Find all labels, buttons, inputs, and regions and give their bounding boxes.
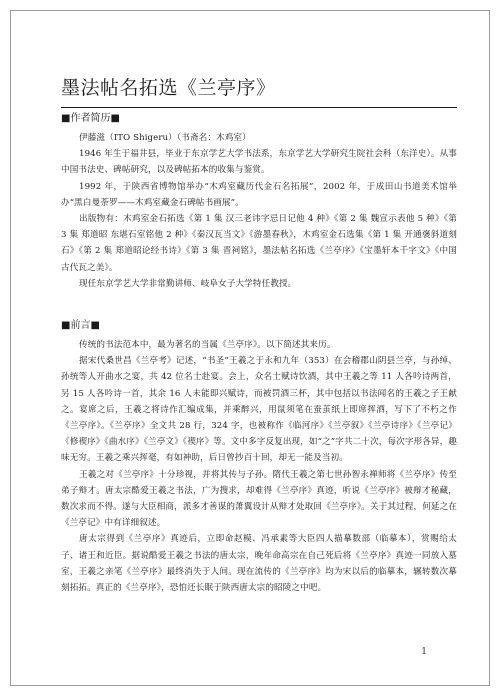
author-paragraph: 1992 年，于陕西省博物馆举办“木鸡室藏历代金石名拓展”，2002 年，于成田山书道美术馆举办“黑白曼荼罗——木鸡室藏金石碑帖书画展”。 (61, 181, 457, 208)
preface-paragraph: 据宋代桑世昌《兰亭考》记述，“书圣”王羲之于永和九年（353）在会稽郡山阴县兰亭，与孙绰、孙统等人开曲水之宴，共 42 位名士赴宴。会上，众名士赋诗饮酒，其中王羲之等 11 人各吟诗两首，另 15 人各吟诗一首，其余 16 人未能即兴赋诗，而被罚酒三杯，其中包括以书法闻名的王羲之子王献之。宴席之后，王羲之将诗作汇编成集，并乘醉兴，用鼠须笔在蚕茧纸上即席挥洒，写下了不朽之作《兰亭序》。《兰亭序》全文共 28 行，324 字，也被称作《临河序》《兰亭叙》《兰亭诗序》《兰亭记》《修禊序》《曲水序》《兰亭文》《禊序》等。文中多字反复出现，如“之”字共二十次，每次字形各异，趣味无穷。王羲之乘兴挥毫，有如神助，后日曾抄百十回，却无一能及当初。 (61, 356, 458, 464)
page-number: 1 (421, 647, 427, 657)
page-title: 墨法帖名拓选《兰亭序》 (61, 77, 276, 99)
preface-section-heading: ■前言■ (61, 320, 100, 332)
preface-paragraph: 唐太宗得到《兰亭序》真迹后，立即命赵模、冯承素等大臣四人描摹数部（临摹本），赏赐给太子、诸王和近臣。据说酷爱王羲之书法的唐太宗，晚年命高宗在自己死后将《兰亭序》真迹一同放入墓室，王羲之亲笔《兰亭序》最终消失于人间。现在流传的《兰亭序》均为宋以后的临摹本，辗转数次摹刻拓拓。真正的《兰亭序》，恐怕还长眠于陕西唐太宗的昭陵之中吧。 (61, 534, 457, 594)
page-frame (10, 10, 490, 686)
preface-paragraph: 传统的书法范本中，最为著名的当属《兰亭序》。以下简述其来历。 (79, 340, 336, 351)
author-section-heading: ■作者简历■ (61, 113, 120, 124)
document-body (61, 77, 457, 596)
author-name-line: 伊藤滋（ITO Shigeru）（书斋名：木鸡室） (79, 133, 251, 143)
author-paragraph: 现任东京学艺大学非常勤讲师、岐阜女子大学特任教授。 (79, 278, 297, 289)
preface-paragraph: 王羲之对《兰亭序》十分珍视，并将其传与子孙。隋代王羲之第七世孙智永禅师将《兰亭序》传至弟子辩才。唐太宗酷爱王羲之书法，广为搜求，却难得《兰亭序》真迹，听说《兰亭序》被辩才秘藏，数次求而不得。遂与大臣相商，派多才善谋的萧翼设计从辩才处取回《兰亭序》。关于其过程，何延之在《兰亭记》中有详细叙述。 (61, 469, 457, 529)
author-paragraph: 1946 年生于福井县，毕业于东京学艺大学书法系，东京学艺大学研究生院社会科（东洋史）。从事中国书法史、碑帖研究，以及碑帖拓本的收集与鉴赏。 (61, 149, 457, 176)
author-paragraph: 出版物有：木鸡室金石拓选《第 1 集 汉三老讳字忌日记他 4 种》《第 2 集 魏宣示表他 5 种》《第 3 集 郑道昭 东堪石室铭他 2 种》《秦汉瓦当文》《游墨春秋》，木鸡室金石选集《第 1 集 开通褒斜道刻石》《第 2 集 郑道昭论经书诗》《第 3 集 晋祠铭》，墨法帖名拓选《兰亭序》《宝墨轩本千字文》《中国古代瓦之美》。 (61, 214, 457, 273)
title-divider (61, 107, 457, 108)
